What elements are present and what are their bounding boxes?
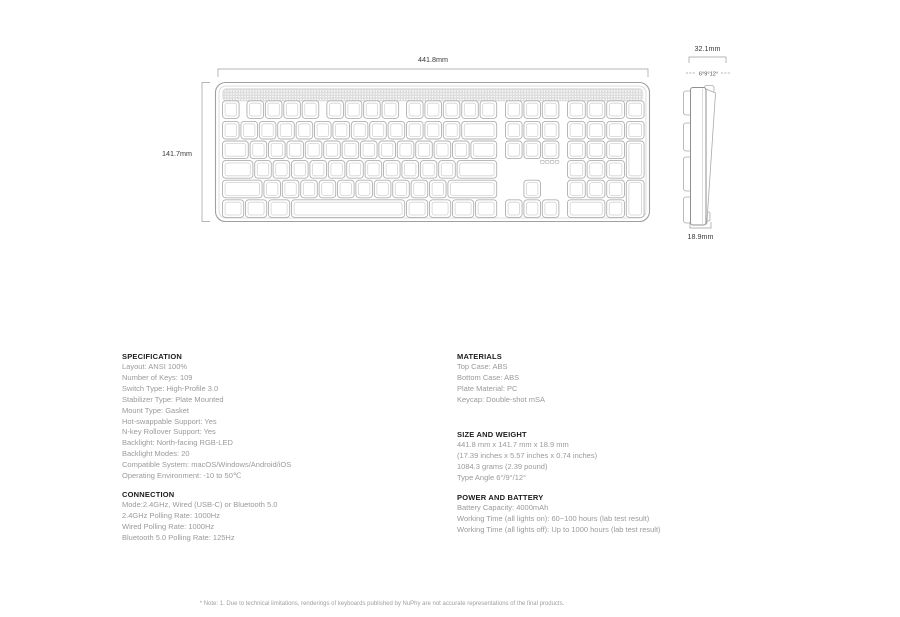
key <box>607 101 625 119</box>
indicator-led <box>545 161 549 164</box>
section-lines <box>122 500 452 544</box>
spec-line: N-key Rollover Support: Yes <box>122 427 216 437</box>
depth-dimension-label: 32.1mm <box>694 44 721 53</box>
spec-line: Number of Keys: 109 <box>122 372 193 382</box>
key <box>480 101 497 119</box>
key <box>587 141 605 159</box>
key <box>425 101 442 119</box>
key <box>255 161 272 179</box>
key <box>384 161 401 179</box>
key <box>247 101 264 119</box>
mesh-grille <box>223 89 644 102</box>
key <box>319 180 336 198</box>
key <box>223 121 240 139</box>
indicator-led <box>550 161 554 164</box>
indicator-led <box>541 161 545 164</box>
section-title: POWER AND BATTERY <box>457 493 544 502</box>
spec-line: 2.4GHz Polling Rate: 1000Hz <box>122 510 220 520</box>
key <box>364 101 381 119</box>
key <box>607 121 625 139</box>
section-title: SIZE AND WEIGHT <box>457 430 527 439</box>
key <box>568 121 586 139</box>
keyboard-diagram <box>0 0 900 280</box>
key <box>374 180 391 198</box>
key <box>397 141 414 159</box>
spec-line: Working Time (all lights on): 60~100 hours (lab test result) <box>457 513 650 523</box>
key <box>269 141 286 159</box>
spec-line: Bluetooth 5.0 Polling Rate: 125Hz <box>122 532 235 542</box>
key <box>301 180 318 198</box>
key <box>284 101 301 119</box>
section-lines <box>457 503 787 536</box>
key <box>264 180 281 198</box>
key <box>542 141 559 159</box>
key <box>273 161 290 179</box>
key <box>430 180 447 198</box>
key <box>310 161 327 179</box>
spec-line: Backlight: North-facing RGB-LED <box>122 438 233 448</box>
spec-line: Bottom Case: ABS <box>457 372 520 382</box>
key <box>430 200 451 218</box>
section-title: SPECIFICATION <box>122 352 182 361</box>
key <box>287 141 304 159</box>
key <box>425 121 442 139</box>
spec-line: Wired Polling Rate: 1000Hz <box>122 521 215 531</box>
spec-line: Battery Capacity: 4000mAh <box>457 503 549 512</box>
key <box>587 101 605 119</box>
key <box>607 180 625 198</box>
key <box>351 121 368 139</box>
section-lines <box>457 362 787 406</box>
width-dimension-label: 441.8mm <box>418 55 448 64</box>
key <box>223 200 244 218</box>
key <box>338 180 355 198</box>
spec-line: (17.39 inches x 5.57 inches x 0.74 inches) <box>457 450 598 460</box>
key <box>607 141 625 159</box>
key <box>282 180 299 198</box>
key <box>328 161 345 179</box>
section-specification <box>122 351 452 482</box>
side-body <box>691 88 707 226</box>
key <box>568 141 586 159</box>
key <box>524 200 541 218</box>
key <box>448 180 497 198</box>
key <box>365 161 382 179</box>
key <box>269 200 290 218</box>
key <box>342 141 359 159</box>
section-title: MATERIALS <box>457 352 502 361</box>
indicator-led <box>555 161 559 164</box>
key <box>241 121 258 139</box>
section-power-and-battery <box>457 492 787 536</box>
key <box>443 101 460 119</box>
spec-line: Stabilizer Type: Plate Mounted <box>122 394 224 404</box>
key <box>411 180 428 198</box>
key <box>626 101 644 119</box>
key <box>626 180 644 217</box>
front-height-dimension-label: 18.9mm <box>687 232 714 241</box>
section-lines <box>457 440 787 484</box>
depth-dimension-bracket <box>689 57 726 63</box>
key <box>462 121 497 139</box>
key <box>476 200 497 218</box>
key <box>587 161 605 179</box>
spec-line: Type Angle 6°/9°/12° <box>457 472 527 482</box>
key <box>388 121 405 139</box>
spec-line: Mount Type: Gasket <box>122 405 189 415</box>
key <box>345 101 362 119</box>
key <box>259 121 276 139</box>
spec-line: 441.8 mm x 141.7 mm x 18.9 mm <box>457 440 569 449</box>
key <box>568 101 586 119</box>
key <box>223 141 249 159</box>
key <box>542 200 559 218</box>
key <box>524 121 541 139</box>
key <box>471 141 497 159</box>
key <box>434 141 451 159</box>
spec-line: Hot-swappable Support: Yes <box>122 416 217 426</box>
key <box>292 200 405 218</box>
key <box>302 101 319 119</box>
key <box>568 180 586 198</box>
key <box>407 101 424 119</box>
key <box>462 101 479 119</box>
key <box>626 141 644 178</box>
angle-dimension-label: 6°9°12° <box>698 71 719 78</box>
key <box>506 101 523 119</box>
key <box>524 180 541 198</box>
section-size-and-weight <box>457 429 787 484</box>
key <box>587 121 605 139</box>
key <box>250 141 267 159</box>
key <box>524 101 541 119</box>
key <box>506 121 523 139</box>
key <box>524 141 541 159</box>
section-lines <box>122 362 452 482</box>
key <box>439 161 456 179</box>
key <box>626 121 644 139</box>
spec-line: Switch Type: High-Profile 3.0 <box>122 383 219 393</box>
section-materials <box>457 351 787 406</box>
side-wedge <box>706 89 716 224</box>
spec-line: Backlight Modes: 20 <box>122 449 190 459</box>
key <box>347 161 364 179</box>
key <box>443 121 460 139</box>
key <box>407 121 424 139</box>
spec-line: Layout: ANSI 100% <box>122 362 188 371</box>
key <box>223 180 263 198</box>
key <box>361 141 378 159</box>
key <box>407 200 428 218</box>
key <box>315 121 332 139</box>
key <box>305 141 322 159</box>
spec-line: 1084.3 grams (2.39 pound) <box>457 461 548 471</box>
footnote: * Note: 1. Due to technical limitations, renderings of keyboards published by NuPhy are not accurate representations of the final products. <box>199 601 565 607</box>
key <box>568 200 605 218</box>
key <box>278 121 295 139</box>
spec-line: Keycap: Double-shot mSA <box>457 394 545 404</box>
keyboard-side-view <box>684 86 716 226</box>
key <box>223 161 253 179</box>
key <box>246 200 267 218</box>
section-title: CONNECTION <box>122 490 175 499</box>
key <box>453 141 470 159</box>
key <box>402 161 419 179</box>
key <box>379 141 396 159</box>
key <box>327 101 344 119</box>
height-dimension-label: 141.7mm <box>162 149 192 158</box>
key <box>607 161 625 179</box>
key <box>324 141 341 159</box>
key <box>587 180 605 198</box>
key <box>292 161 309 179</box>
height-dimension-bracket <box>202 83 210 222</box>
key <box>506 200 523 218</box>
keyboard-top-view <box>216 83 650 222</box>
key <box>568 161 586 179</box>
spec-line: Operating Environment: -10 to 50℃ <box>122 471 242 481</box>
key <box>356 180 373 198</box>
spec-line: Plate Material: PC <box>457 383 518 393</box>
spec-line: Working Time (all lights off): Up to 1000 hours (lab test result) <box>457 524 661 534</box>
width-dimension-bracket <box>218 69 648 77</box>
key <box>457 161 497 179</box>
key <box>370 121 387 139</box>
spec-line: Top Case: ABS <box>457 362 508 371</box>
spec-line: Compatible System: macOS/Windows/Android/iOS <box>122 460 292 470</box>
key <box>296 121 313 139</box>
key <box>542 101 559 119</box>
key <box>607 200 625 218</box>
key <box>542 121 559 139</box>
key <box>393 180 410 198</box>
key <box>453 200 474 218</box>
spec-line: Mode:2.4GHz, Wired (USB-C) or Bluetooth 5.0 <box>122 500 278 509</box>
key <box>416 141 433 159</box>
key <box>333 121 350 139</box>
key <box>506 141 523 159</box>
key <box>265 101 282 119</box>
key <box>223 101 240 119</box>
key <box>420 161 437 179</box>
key <box>382 101 399 119</box>
section-connection <box>122 489 452 544</box>
